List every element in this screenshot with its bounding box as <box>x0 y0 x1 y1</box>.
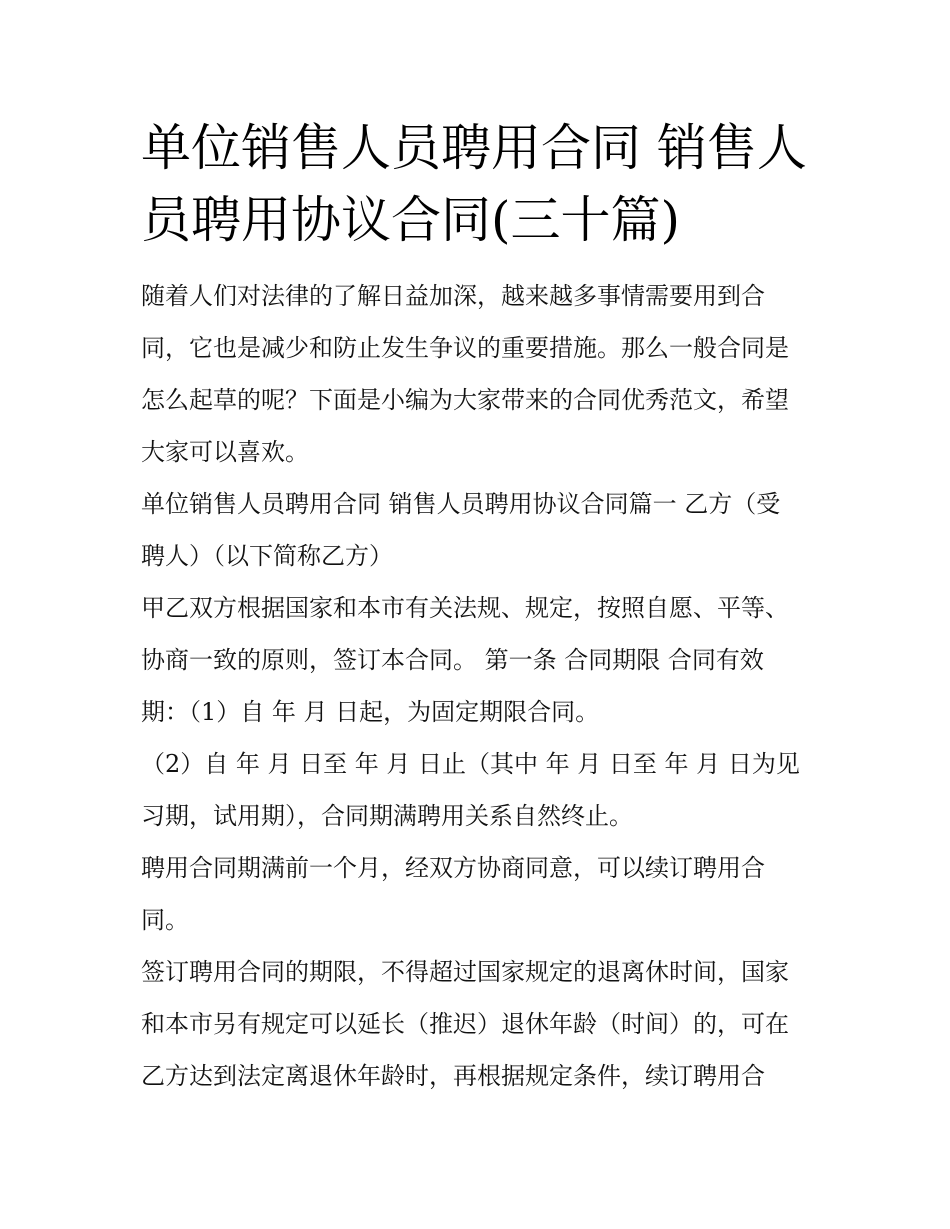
text-line: 聘用合同期满前一个月，经双方协商同意，可以续订聘用合 <box>141 854 765 882</box>
text-line: 协商一致的原则，签订本合同。 第一条 合同期限 合同有效 <box>141 646 764 674</box>
text-line: 习期，试用期），合同期满聘用关系自然终止。 <box>141 802 633 830</box>
text-line: 签订聘用合同的期限，不得超过国家规定的退离休时间，国家 <box>141 958 789 986</box>
text-line: 甲乙双方根据国家和本市有关法规、规定，按照自愿、平等、 <box>141 594 789 622</box>
paragraph-renewal <box>141 842 813 946</box>
text-line: 乙方达到法定离退休年龄时，再根据规定条件，续订聘用合 <box>141 1062 765 1090</box>
paragraph-term-2 <box>141 738 813 842</box>
title-line: 单位销售人员聘用合同 销售人 <box>141 119 807 177</box>
title-line: 员聘用协议合同(三十篇) <box>141 191 681 249</box>
text-line: 同。 <box>141 906 189 934</box>
paragraph-intro <box>141 270 813 478</box>
document-content <box>141 112 813 1102</box>
paragraph-principles <box>141 582 813 738</box>
paragraph-section-heading <box>141 478 813 582</box>
text-line: 单位销售人员聘用合同 销售人员聘用协议合同篇一 乙方（受 <box>141 490 781 518</box>
text-line: 怎么起草的呢？下面是小编为大家带来的合同优秀范文，希望 <box>141 386 789 414</box>
text-line: （2）自 年 月 日至 年 月 日止（其中 年 月 日至 年 月 日为见 <box>141 750 800 778</box>
text-line: 大家可以喜欢。 <box>141 438 309 466</box>
document-title <box>141 112 813 256</box>
paragraph-retirement <box>141 946 813 1102</box>
text-line: 和本市另有规定可以延长（推迟）退休年龄（时间）的，可在 <box>141 1010 789 1038</box>
text-line: 随着人们对法律的了解日益加深，越来越多事情需要用到合 <box>141 282 765 310</box>
text-line: 同，它也是减少和防止发生争议的重要措施。那么一般合同是 <box>141 334 789 362</box>
text-line: 期：（1）自 年 月 日起，为固定期限合同。 <box>141 698 600 726</box>
text-line: 聘人）（以下简称乙方） <box>141 542 393 570</box>
document-body <box>141 270 813 1102</box>
